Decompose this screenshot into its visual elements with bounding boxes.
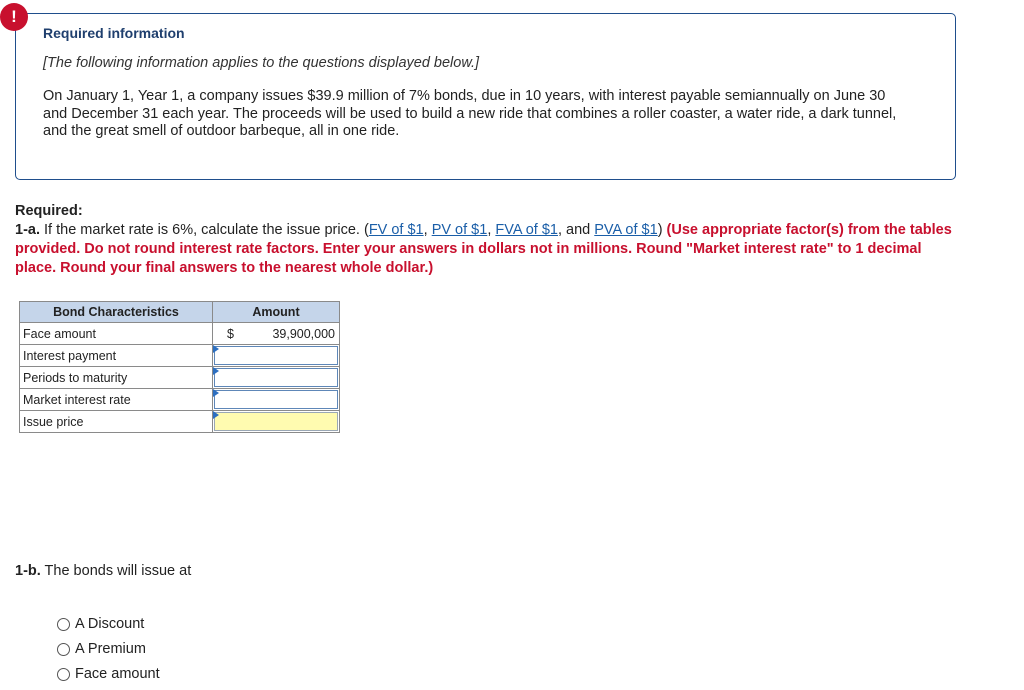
dropdown-marker-icon xyxy=(213,345,219,353)
market-interest-rate-cell xyxy=(213,389,340,411)
info-note: [The following information applies to the questions displayed below.] xyxy=(43,55,480,71)
close-paren: ) xyxy=(657,222,663,238)
q1b-label: 1-b. xyxy=(15,563,41,579)
option-face-amount[interactable] xyxy=(57,666,160,682)
alert-icon: ! xyxy=(0,3,28,31)
issue-price-input[interactable] xyxy=(214,412,338,431)
link-fva[interactable]: FVA of $1 xyxy=(495,222,558,238)
sep: , and xyxy=(557,222,595,238)
face-amount-value: 39,900,000 xyxy=(272,326,335,341)
row-label-issue-price: Issue price xyxy=(20,411,213,433)
sep: , xyxy=(487,222,496,238)
q1a-text: If the market rate is 6%, calculate the issue price. ( xyxy=(40,222,369,238)
info-body: On January 1, Year 1, a company issues $39.9 million of 7% bonds, due in 10 years, with interest payable semiannually on June 30 and December 31 each year. The proceeds will be used to build a new ride that combines a roller coaster, a water ride, a dark tunnel, and the great smell of outdoor barbeque, all in one ride. xyxy=(43,88,897,139)
table-header-row xyxy=(20,302,340,323)
sep: , xyxy=(423,222,432,238)
market-interest-rate-input[interactable] xyxy=(214,390,338,409)
radio-button[interactable] xyxy=(57,643,70,656)
face-amount-cell xyxy=(213,323,340,345)
dropdown-marker-icon xyxy=(213,389,219,397)
option-label: A Discount xyxy=(75,616,145,632)
periods-to-maturity-input[interactable] xyxy=(214,368,338,387)
row-label-interest-payment: Interest payment xyxy=(20,345,213,367)
row-label-periods-to-maturity: Periods to maturity xyxy=(20,367,213,389)
option-label: A Premium xyxy=(75,641,146,657)
row-label-market-interest-rate: Market interest rate xyxy=(20,389,213,411)
row-label-face-amount: Face amount xyxy=(20,323,213,345)
instructions: (Use appropriate factor(s) from the tables provided. Do not round interest rate factors. Enter your answers in dollars not in millions. Round "Market interest rate" to 1 decimal place. Round your final answers to the nearest whole dollar.) xyxy=(15,222,952,276)
option-label: Face amount xyxy=(75,666,160,682)
required-heading: Required: xyxy=(15,203,83,219)
periods-to-maturity-cell xyxy=(213,367,340,389)
q1b-text: The bonds will issue at xyxy=(40,563,192,579)
required-section xyxy=(15,202,965,278)
option-premium[interactable] xyxy=(57,641,146,657)
table-row xyxy=(20,411,340,433)
radio-button[interactable] xyxy=(57,618,70,631)
bond-table xyxy=(19,301,340,433)
link-fv[interactable]: FV of $1 xyxy=(368,222,424,238)
currency-symbol: $ xyxy=(227,326,234,341)
interest-payment-cell xyxy=(213,345,340,367)
header-amount: Amount xyxy=(213,302,340,323)
link-pva[interactable]: PVA of $1 xyxy=(594,222,658,238)
dropdown-marker-icon xyxy=(213,367,219,375)
option-discount[interactable] xyxy=(57,616,144,632)
table-row xyxy=(20,389,340,411)
table-row xyxy=(20,323,340,345)
dropdown-marker-icon xyxy=(213,411,219,419)
radio-button[interactable] xyxy=(57,668,70,681)
table-row xyxy=(20,345,340,367)
question-1a xyxy=(15,221,965,278)
issue-price-cell xyxy=(213,411,340,433)
link-pv[interactable]: PV of $1 xyxy=(431,222,488,238)
interest-payment-input[interactable] xyxy=(214,346,338,365)
q1a-label: 1-a. xyxy=(15,222,40,238)
table-row xyxy=(20,367,340,389)
header-bond-characteristics: Bond Characteristics xyxy=(20,302,213,323)
question-1b xyxy=(15,563,191,579)
info-title: Required information xyxy=(43,25,185,41)
